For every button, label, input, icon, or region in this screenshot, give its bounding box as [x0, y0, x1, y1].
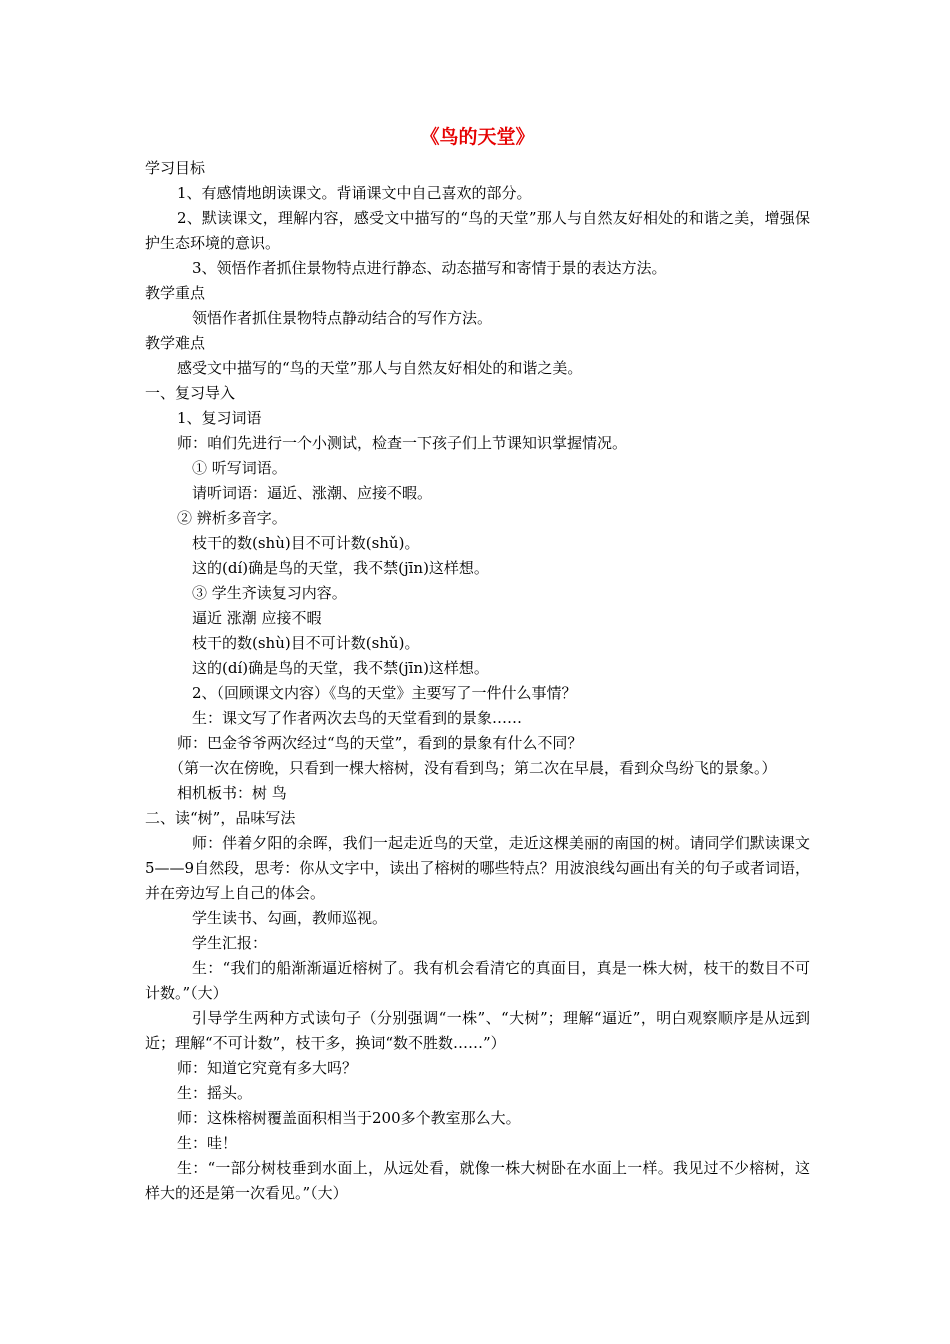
text-line: 2、（回顾课文内容）《鸟的天堂》主要写了一件什么事情？ [192, 684, 577, 702]
text-line: 教学重点 [145, 284, 206, 302]
text-line: ③ 学生齐读复习内容。 [192, 584, 347, 602]
text-line: 相机板书：树 鸟 [177, 784, 287, 802]
text-line: 逼近 涨潮 应接不暇 [192, 609, 322, 627]
text-line: 感受文中描写的“鸟的天堂”那人与自然友好相处的和谐之美。 [177, 359, 583, 377]
text-line: 2、默读课文，理解内容，感受文中描写的“鸟的天堂”那人与自然友好相处的和谐之美，增强保护生态环境的意识。 [145, 209, 810, 252]
text-line: 学习目标 [145, 159, 206, 177]
text-line: 一、复习导入 [145, 384, 236, 402]
text-line: 二、读“树”，品味写法 [145, 809, 296, 827]
text-line: ② 辨析多音字。 [177, 509, 287, 527]
text-line: 引导学生两种方式读句子（分别强调“一株”、“大树”；理解“逼近”，明白观察顺序是从远到近；理解“不可计数”，枝干多，换词“数不胜数……”） [145, 1009, 810, 1052]
text-line: 师：咱们先进行一个小测试，检查一下孩子们上节课知识掌握情况。 [177, 434, 628, 452]
text-line: 生：摇头。 [177, 1084, 253, 1102]
text-line: 教学难点 [145, 334, 206, 352]
text-line: 师：巴金爷爷两次经过“鸟的天堂”，看到的景象有什么不同？ [177, 734, 583, 752]
text-line: 学生读书、勾画，教师巡视。 [192, 909, 388, 927]
text-line: 生：“一部分树枝垂到水面上，从远处看，就像一株大树卧在水面上一样。我见过不少榕树，这样大的还是第一次看见。”（大） [145, 1159, 810, 1202]
page-title: 《鸟的天堂》 [420, 126, 535, 148]
text-line: 枝干的数(shù)目不可计数(shǔ)。 [192, 534, 420, 552]
text-line: ① 听写词语。 [192, 459, 287, 477]
text-line: 3、领悟作者抓住景物特点进行静态、动态描写和寄情于景的表达方法。 [192, 259, 667, 277]
text-line: 1、有感情地朗读课文。背诵课文中自己喜欢的部分。 [177, 184, 532, 202]
text-line: 师：知道它究竟有多大吗？ [177, 1059, 358, 1077]
text-line: （第一次在傍晚，只看到一棵大榕树，没有看到鸟；第二次在早晨，看到众鸟纷飞的景象。） [169, 759, 777, 777]
text-line: 师：这株榕树覆盖面积相当于200多个教室那么大。 [177, 1109, 521, 1127]
text-line: 这的(dí)确是鸟的天堂，我不禁(jīn)这样想。 [192, 659, 489, 677]
text-line: 学生汇报： [192, 934, 268, 952]
document-page [145, 122, 810, 1206]
text-line: 1、复习词语 [177, 409, 262, 427]
text-line: 师：伴着夕阳的余晖，我们一起走近鸟的天堂，走近这棵美丽的南国的树。请同学们默读课文5——9自然段，思考：你从文字中，读出了榕树的哪些特点？用波浪线勾画出有关的句子或者词语，并在旁边写上自己的体会。 [145, 834, 810, 902]
text-line: 生：“我们的船渐渐逼近榕树了。我有机会看清它的真面目，真是一株大树，枝干的数目不可计数。”（大） [145, 959, 810, 1002]
text-line: 请听词语：逼近、涨潮、应接不暇。 [192, 484, 433, 502]
document-body [145, 156, 810, 1206]
text-line: 枝干的数(shù)目不可计数(shǔ)。 [192, 634, 420, 652]
text-line: 生：哇！ [177, 1134, 238, 1152]
text-line: 领悟作者抓住景物特点静动结合的写作方法。 [192, 309, 493, 327]
text-line: 这的(dí)确是鸟的天堂，我不禁(jīn)这样想。 [192, 559, 489, 577]
text-line: 生：课文写了作者两次去鸟的天堂看到的景象…… [192, 709, 523, 727]
